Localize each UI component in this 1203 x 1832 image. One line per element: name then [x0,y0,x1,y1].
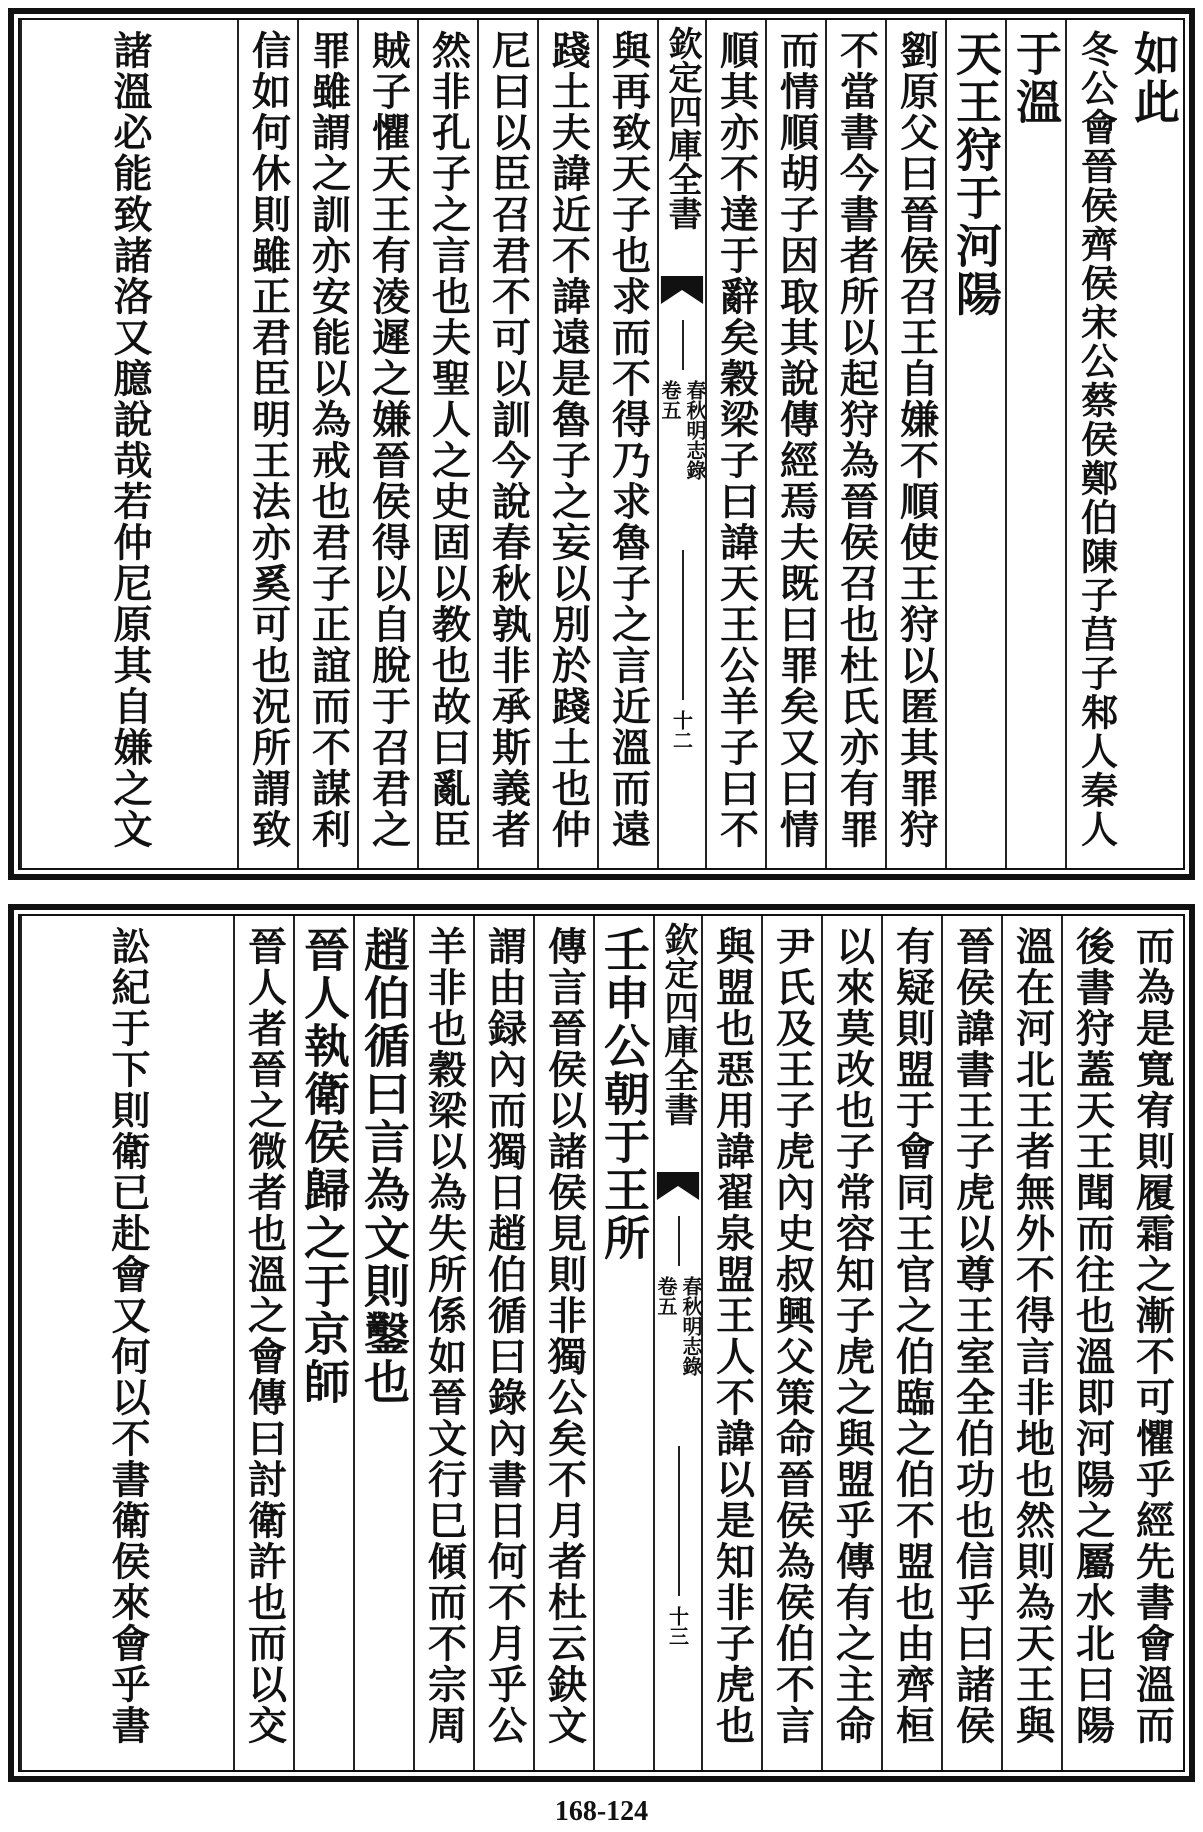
column-text: 尹氏及王子虎內史叔興父策命晉侯為侯伯不言 [769,926,816,1746]
column-text: 罪雖謂之訓亦安能以為戒也君子正誼而不謀利 [305,30,352,850]
text-column [237,20,297,868]
column-text: 劉原父曰晉侯召王自嫌不順使王狩以匿其罪狩 [893,30,940,850]
column-text: 羊非也穀梁以為失所係如晉文行巳傾而不宗周 [421,926,468,1746]
column-text: 晉人者晉之微者也溫之會傳曰討衛許也而以交 [241,926,288,1746]
text-column [881,916,941,1770]
column-text: 與再致天子也求而不得乃求魯子之言近溫而遠 [605,30,652,850]
book-title: 春秋明志錄 [683,380,707,480]
text-column [705,20,765,868]
column-text: 順其亦不達于辭矣穀梁子曰諱天王公羊子曰不 [713,30,760,850]
column-text: 不當書今書者所以起狩為晉侯召也杜氏亦有罪 [833,30,880,850]
top-page-frame [18,18,1185,870]
top-columns [20,20,1183,868]
text-column [941,916,1001,1770]
text-column [233,916,293,1770]
column-text: 如此 [1127,30,1181,126]
text-column [761,916,821,1770]
column-text: 信如何休則雖正君臣明王法亦奚可也況所謂致 [245,30,292,850]
collection-title: 欽定四庫全書 [658,922,698,1126]
leaf-number: 十二 [669,710,694,750]
text-column [1065,20,1125,868]
column-text: 踐土夫諱近不諱遠是魯子之妄以別於踐土也仲 [545,30,592,850]
text-column [701,916,761,1770]
column-text: 以來莫改也子常容知子虎之與盟乎傳有之主命 [829,926,876,1746]
text-column [477,20,537,868]
text-column [765,20,825,868]
column-text: 晉人執衛侯歸之于京師 [297,926,351,1406]
page-id-footer: 168-124 [554,1796,649,1827]
text-column [353,916,413,1770]
column-text: 諸溫必能致諸洛又臆說哉若仲尼原其自嫌之文 [107,30,153,850]
column-text: 與盟也惡用諱翟泉盟王人不諱以是知非子虎也 [709,926,756,1746]
fishtail-mark-icon [655,1166,701,1206]
volume-label: 卷五 [658,380,682,420]
text-column [885,20,945,868]
spine-rule [678,1446,680,1596]
top-page [8,8,1195,880]
column-text: 後書狩蓋天王聞而往也溫即河陽之屬水北曰陽 [1069,926,1116,1746]
text-column [593,916,653,1770]
text-column [20,20,237,868]
fishtail-mark-icon [659,270,705,310]
volume-label: 卷五 [654,1276,678,1316]
text-column [597,20,657,868]
column-text: 謂由録內而獨日趙伯循曰錄內書日何不月乎公 [481,926,528,1746]
column-text: 冬公會晉侯齊侯宋公蔡侯鄭伯陳子莒子邾人秦人 [1074,30,1119,849]
text-column [1001,916,1061,1770]
column-text: 有疑則盟于會同王官之伯臨之伯不盟也由齊桓 [889,926,936,1746]
bottom-page-frame [18,914,1185,1772]
center-spine [657,20,705,868]
collection-title: 欽定四庫全書 [662,26,702,230]
text-column [297,20,357,868]
column-text: 賊子懼天王有淩遲之嫌晉侯得以自脫于召君之 [365,30,412,850]
column-text: 尼曰以臣召君不可以訓今說春秋孰非承斯義者 [485,30,532,850]
leaf-number: 十三 [665,1606,690,1646]
bottom-page [8,904,1195,1782]
text-column [825,20,885,868]
text-column [537,20,597,868]
spine-rule [682,550,684,700]
text-column [473,916,533,1770]
text-column [1121,916,1183,1770]
spine-rule [682,320,684,370]
column-text: 訟紀于下則衛已赴會又何以不書衛侯來會乎書 [105,926,151,1746]
text-column [533,916,593,1770]
bottom-columns [20,916,1183,1770]
spine-subtitle [655,1276,701,1376]
book-title: 春秋明志錄 [679,1276,703,1376]
text-column [413,916,473,1770]
text-column [20,916,233,1770]
spine-subtitle [659,380,705,480]
spine-rule [678,1216,680,1266]
text-column [1061,916,1121,1770]
column-text: 然非孔子之言也夫聖人之史固以教也故曰亂臣 [425,30,472,850]
column-text: 晉侯諱書王子虎以尊王室全伯功也信乎曰諸侯 [949,926,996,1746]
center-spine [653,916,701,1770]
column-text: 而情順胡子因取其說傳經焉夫既曰罪矣又曰情 [773,30,820,850]
column-text: 天王狩于河陽 [949,30,1003,318]
text-column [357,20,417,868]
text-column [1005,20,1065,868]
column-text: 而為是寬宥則履霜之漸不可懼乎經先書會溫而 [1129,926,1176,1746]
column-text: 壬申公朝于王所 [597,926,651,1262]
text-column [293,916,353,1770]
column-text: 溫在河北王者無外不得言非地也然則為天王與 [1009,926,1056,1746]
column-text: 于溫 [1009,30,1063,126]
text-column [1125,20,1183,868]
text-column [417,20,477,868]
column-text: 趙伯循曰言為文則鑿也 [357,926,411,1406]
column-text: 傳言晉侯以諸侯見則非獨公矣不月者杜云鈌文 [541,926,588,1746]
text-column [945,20,1005,868]
text-column [821,916,881,1770]
